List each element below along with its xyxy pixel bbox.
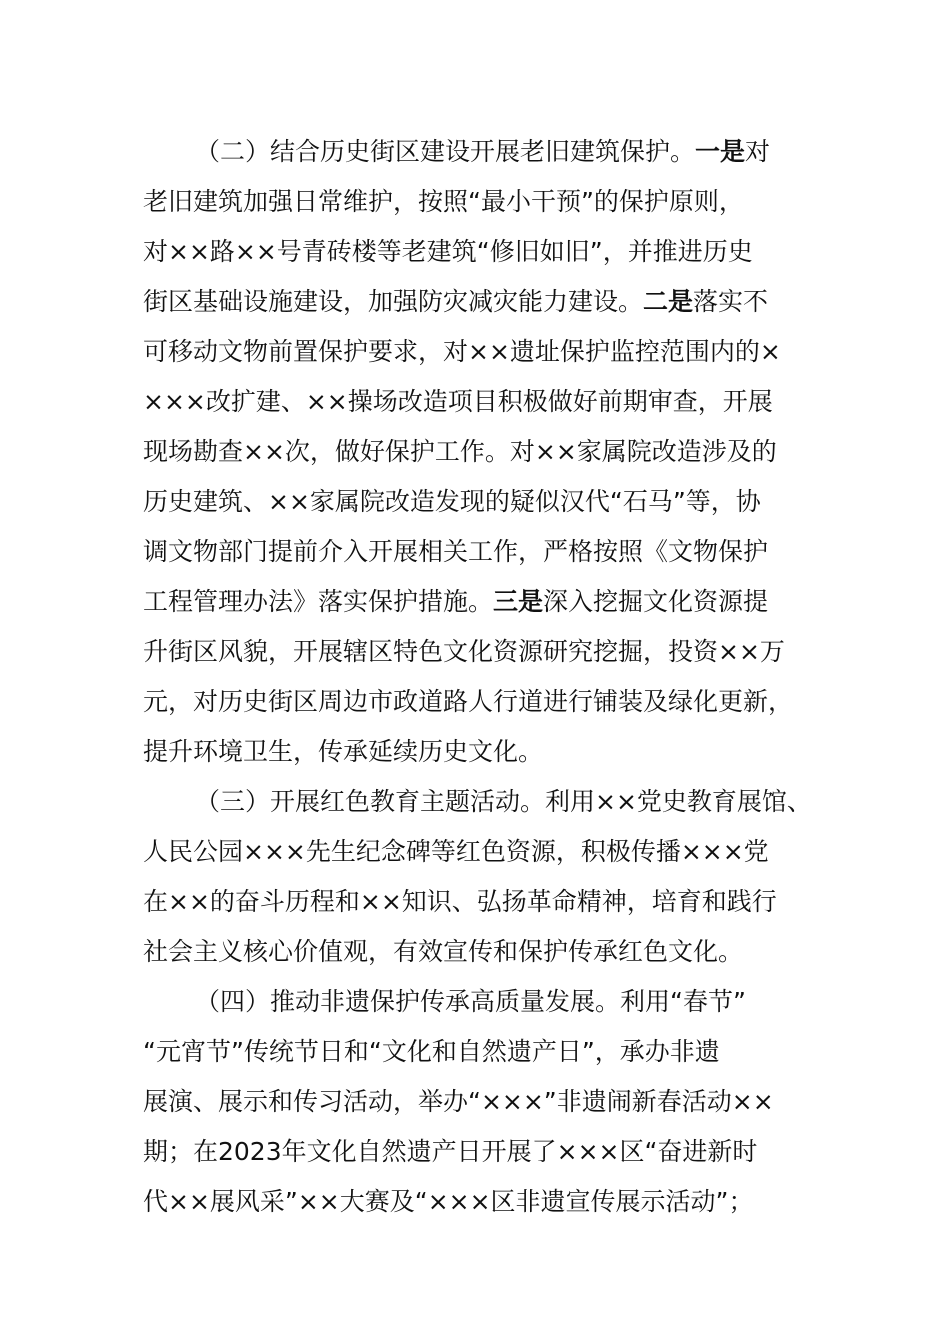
paragraph: [143, 777, 812, 977]
text-segment: 落实不: [693, 287, 769, 316]
text-line: [143, 577, 808, 627]
text-line: [143, 1027, 808, 1077]
text-segment: 期；在2023年文化自然遗产日开展了×××区“奋进新时: [143, 1137, 758, 1166]
text-line: [143, 377, 808, 427]
text-line: [143, 677, 808, 727]
text-line: [143, 1177, 808, 1227]
text-line: [143, 327, 808, 377]
text-segment: 深入挖掘文化资源提: [543, 587, 769, 616]
text-segment: 对××路××号青砖楼等老建筑“修旧如旧”，并推进历史: [143, 237, 753, 266]
text-line: [143, 827, 808, 877]
text-segment: 老旧建筑加强日常维护，按照“最小干预”的保护原则，: [143, 187, 744, 216]
bold-text-segment: 三是: [493, 587, 544, 616]
text-line: [143, 727, 808, 777]
text-segment: 社会主义核心价值观，有效宣传和保护传承红色文化。: [143, 937, 744, 966]
text-segment: 街区基础设施建设，加强防灾减灾能力建设。: [143, 287, 644, 316]
text-segment: 现场勘查××次，做好保护工作。对××家属院改造涉及的: [143, 437, 777, 466]
text-segment: 元，对历史街区周边市政道路人行道进行铺装及绿化更新，: [143, 687, 794, 716]
text-segment: 工程管理办法》落实保护措施。: [143, 587, 494, 616]
text-segment: 提升环境卫生，传承延续历史文化。: [143, 737, 544, 766]
text-line: [143, 177, 808, 227]
bold-text-segment: 一是: [695, 137, 746, 166]
paragraph: [143, 127, 808, 777]
paragraph: [143, 977, 808, 1227]
text-line: [143, 627, 808, 677]
text-line: [143, 927, 808, 977]
text-segment: 展演、展示和传习活动，举办“×××”非遗闹新春活动××: [143, 1087, 774, 1116]
text-line: [143, 1077, 808, 1127]
text-segment: “元宵节”传统节日和“文化和自然遗产日”，承办非遗: [143, 1037, 720, 1066]
text-segment: 代××展风采”××大赛及“×××区非遗宣传展示活动”；: [143, 1187, 754, 1216]
text-line: [143, 227, 808, 277]
text-line: [143, 127, 808, 177]
text-segment: 人民公园×××先生纪念碑等红色资源，积极传播×××党: [143, 837, 769, 866]
text-segment: 历史建筑、××家属院改造发现的疑似汉代“石马”等，协: [143, 487, 761, 516]
document-body: [143, 127, 812, 1227]
text-segment: （二）结合历史街区建设开展老旧建筑保护。: [195, 137, 696, 166]
text-segment: 在××的奋斗历程和××知识、弘扬革命精神，培育和践行: [143, 887, 777, 916]
text-line: [143, 877, 808, 927]
text-line: [143, 977, 808, 1027]
text-segment: （三）开展红色教育主题活动。利用××党史教育展馆、: [195, 787, 812, 816]
text-line: [143, 477, 808, 527]
text-line: [143, 777, 812, 827]
text-segment: 升街区风貌，开展辖区特色文化资源研究挖掘，投资××万: [143, 637, 785, 666]
text-segment: ×××改扩建、××操场改造项目积极做好前期审查，开展: [143, 387, 773, 416]
text-segment: （四）推动非遗保护传承高质量发展。利用“春节”: [195, 987, 746, 1016]
text-segment: 可移动文物前置保护要求，对××遗址保护监控范围内的×: [143, 337, 781, 366]
text-line: [143, 277, 808, 327]
text-segment: 对: [745, 137, 771, 166]
text-line: [143, 527, 808, 577]
bold-text-segment: 二是: [643, 287, 694, 316]
text-line: [143, 1127, 808, 1177]
text-segment: 调文物部门提前介入开展相关工作，严格按照《文物保护: [143, 537, 769, 566]
text-line: [143, 427, 808, 477]
